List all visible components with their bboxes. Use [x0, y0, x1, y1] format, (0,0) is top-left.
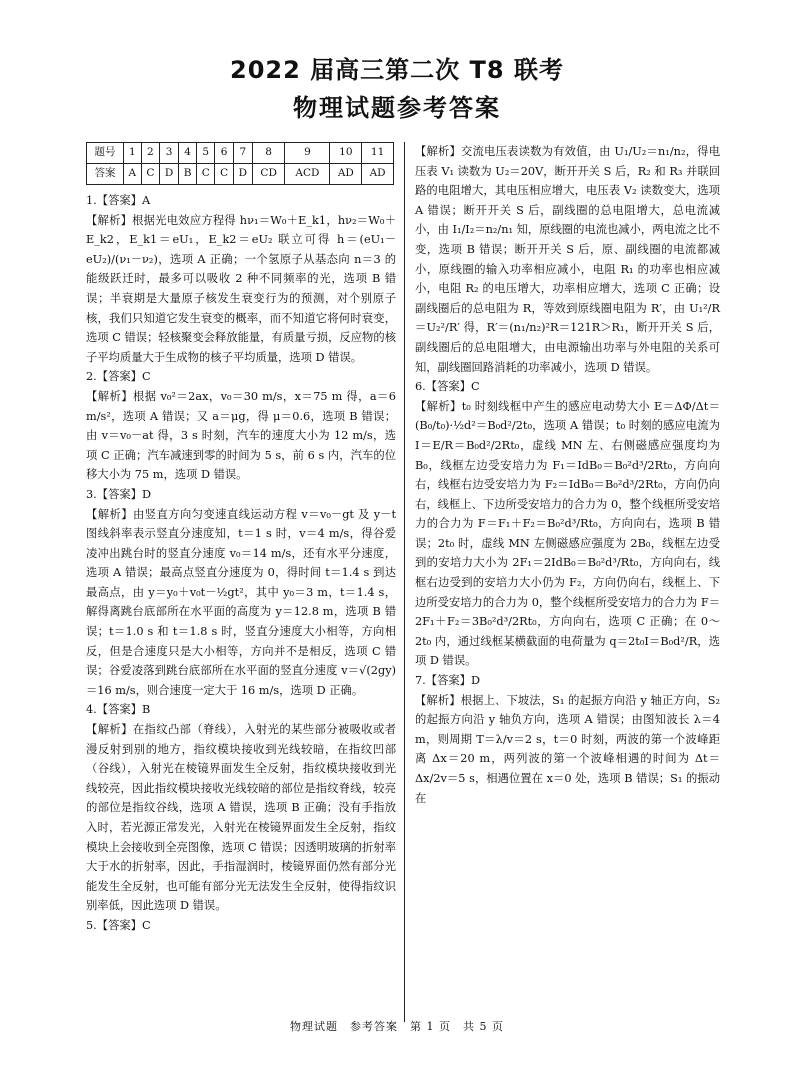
answer-heading: 4.【答案】B — [86, 703, 151, 717]
question-number: 11 — [362, 143, 394, 164]
answer-cell: ACD — [285, 164, 330, 185]
answer-table-answer-row — [87, 164, 394, 185]
left-column — [86, 142, 396, 936]
explanation-paragraph: 【解析】根据 v₀²＝2ax，v₀＝30 m/s，x＝75 m 得，a＝6 m/s²，选项 A 错误；又 a＝μg，得 μ＝0.6，选项 B 错误；由 v＝v₀－at 得，3 s 时刻，汽车的速度大小为 12 m/s，选项 C 正确；汽车减速到零的时间为 5 s，前 6 s 内，汽车的位移大小为 75 m，选项 D 错误。 — [86, 389, 396, 482]
right-column — [415, 142, 720, 808]
page-footer: 物理试题 参考答案 第 1 页 共 5 页 — [290, 1020, 504, 1033]
answer-heading: 3.【答案】D — [86, 487, 152, 501]
question-number: 5 — [197, 143, 215, 164]
explanation-paragraph: 【解析】交流电压表读数为有效值，由 U₁/U₂＝n₁/n₂，得电压表 V₁ 读数为 U₂＝20V，断开开关 S 后，R₂ 和 R₃ 并联回路的电阻增大，其电压相应增大，电压表 V₂ 读数变大，选项 A 错误；断开开关 S 后，副线圈的总电阻增大，总电流减小，由 I₁/I₂＝n₂/n₁ 知，原线圈的电流也减小，两电流之比不变，选项 B 错误；断开开关 S 后，原、副线圈的电流都减小，原线圈的输入功率相应减小，电阻 R₁ 的功率也相应减小，电阻 R₂ 的电压增大，功率相应增大，选项 C 正确；设副线圈后的总电阻为 R，等效到原线圈电阻为 R′，由 U₁²/R＝U₂²/R′ 得，R′＝(n₁/n₂)²R＝121R＞R₁，断开开关 S 后，副线圈后的总电阻增大，由电源输出功率与外电阻的关系可知，副线圈回路消耗的功率减小，选项 D 错误。 — [415, 145, 720, 374]
answer-cell: AD — [330, 164, 362, 185]
question-number: 4 — [179, 143, 197, 164]
answer-cell: A — [124, 164, 142, 185]
question-number: 7 — [233, 143, 252, 164]
answer-table-number-row — [87, 143, 394, 164]
exam-subtitle: 物理试题参考答案 — [293, 94, 501, 122]
answer-cell: D — [233, 164, 252, 185]
explanation-paragraph: 【解析】由竖直方向匀变速直线运动方程 v＝v₀－gt 及 y－t 图线斜率表示竖直分速度知，t＝1 s 时，v＝4 m/s，得谷爱凌冲出跳台时的竖直分速度 v₀＝14 m/s，还有水平分速度，选项 A 错误；最高点竖直分速度为 0，得时间 t＝1.4 s 到达最高点，由 y＝y₀＋v₀t－½gt²，其中 y₀＝3 m，t＝1.4 s，解得离跳台底部所在水平面的高度为 y＝12.8 m，选项 B 错误；t＝1.0 s 和 t＝1.8 s 时，竖直分速度大小相等，方向相反，但是合速度只是大小相等，方向并不是相反，选项 C 错误；谷爱凌落到跳台底部所在水平面的竖直分速度 v＝√(2gy)＝16 m/s，则合速度一定大于 16 m/s，选项 D 正确。 — [86, 507, 396, 697]
answer-cell: D — [160, 164, 179, 185]
explanation-paragraph: 【解析】在指纹凸部（脊线），入射光的某些部分被吸收或者漫反射到别的地方，指纹模块接收到光线较暗，在指纹凹部（谷线），入射光在棱镜界面发生全反射，指纹模块接收到光线较亮，因此指纹模块接收光线较暗的部位是指纹脊线，较亮的部位是指纹谷线，选项 A 错误，选项 B 正确；没有手指放入时，若光源正常发光，入射光在棱镜界面发生全反射，指纹模块上会接收到全亮图像，选项 C 错误；因透明玻璃的折射率大于水的折射率，因此，手指湿润时，棱镜界面仍然有部分光能发生全反射，也可能有部分光无法发生全反射，使得指纹识别率低，因此选项 D 错误。 — [86, 723, 396, 913]
explanation-paragraph: 【解析】根据光电效应方程得 hν₁＝W₀＋E_k1，hν₂＝W₀＋E_k2，E_k1＝eU₁，E_k2＝eU₂ 联立可得 h＝(eU₁－eU₂)/(ν₁－ν₂)，选项 A 正确；一个氢原子从基态向 n＝3 的能级跃迁时，最多可以吸收 2 种不同频率的光，选项 B 错误；半衰期是大量原子核发生衰变行为的预测，对个别原子核，我们只知道它发生衰变的概率，而不知道它将何时衰变，选项 C 错误；轻核聚变会释放能量，有质量亏损，反应物的核子平均质量大于生成物的核子平均质量，选项 D 错误。 — [86, 213, 396, 364]
question-number: 6 — [215, 143, 233, 164]
question-number: 9 — [285, 143, 330, 164]
answer-heading: 5.【答案】C — [86, 918, 151, 932]
answer-cell: C — [141, 164, 159, 185]
explanation-paragraph: 【解析】t₀ 时刻线框中产生的感应电动势大小 E＝ΔΦ/Δt＝(B₀/t₀)·½d²＝B₀d²/2t₀，选项 A 错误；t₀ 时刻的感应电流为 I＝E/R＝B₀d²/2Rt₀，虚线 MN 左、右侧磁感应强度均为 B₀，线框左边受安培力为 F₁＝IdB₀＝B₀²d³/2Rt₀，方向向右，线框右边受安培力为 F₂＝IdB₀＝B₀²d³/2Rt₀，方向仍向右，线框上、下边所受安培力的合力为 0，整个线框所受安培力的合力为 F＝F₁＋F₂＝B₀²d³/Rt₀，方向向右，选项 B 错误；2t₀ 时，虚线 MN 左侧磁感应强度为 2B₀，线框左边受到的安培力大小为 2F₁＝2IdB₀＝B₀²d³/Rt₀，方向向右，线框右边受到的安培力大小仍为 F₂，方向仍向右，线框上、下边所受安培力的合力为 0，整个线框所受安培力的合力为 F＝2F₁＋F₂＝3B₀²d³/2Rt₀，方向向右，选项 C 正确；在 0～2t₀ 内，通过线框某横截面的电荷量为 q＝2t₀I＝B₀d²/R，选项 D 错误。 — [415, 399, 720, 668]
answer-table-row-label: 题号 — [87, 143, 124, 164]
answer-cell: C — [215, 164, 233, 185]
question-number: 3 — [160, 143, 179, 164]
explanation-paragraph: 【解析】根据上、下坡法，S₁ 的起振方向沿 y 轴正方向，S₂ 的起振方向沿 y 轴负方向，选项 A 错误；由图知波长 λ＝4 m，则周期 T＝λ/v＝2 s，t＝0 时刻，两波的第一个波峰距离 Δx＝20 m，两列波的第一个波峰相遇的时间为 Δt＝Δx/2v＝5 s，相遇位置在 x＝0 处，选项 B 错误；S₁ 的振动在 — [415, 693, 720, 805]
answer-heading: 6.【答案】C — [415, 380, 480, 394]
answer-cell: B — [179, 164, 197, 185]
exam-title: 2022 届高三第二次 T8 联考 — [230, 56, 564, 84]
answer-cell: CD — [252, 164, 284, 185]
answer-cell: C — [197, 164, 215, 185]
question-number: 2 — [141, 143, 159, 164]
answer-table-row-label: 答案 — [87, 164, 124, 185]
answer-table — [86, 142, 394, 185]
answer-heading: 1.【答案】A — [86, 194, 151, 207]
answer-cell: AD — [362, 164, 394, 185]
answer-heading: 2.【答案】C — [86, 370, 151, 384]
question-number: 10 — [330, 143, 362, 164]
column-divider — [404, 142, 405, 1022]
question-number: 1 — [124, 143, 142, 164]
question-number: 8 — [252, 143, 284, 164]
answer-heading: 7.【答案】D — [415, 674, 481, 688]
